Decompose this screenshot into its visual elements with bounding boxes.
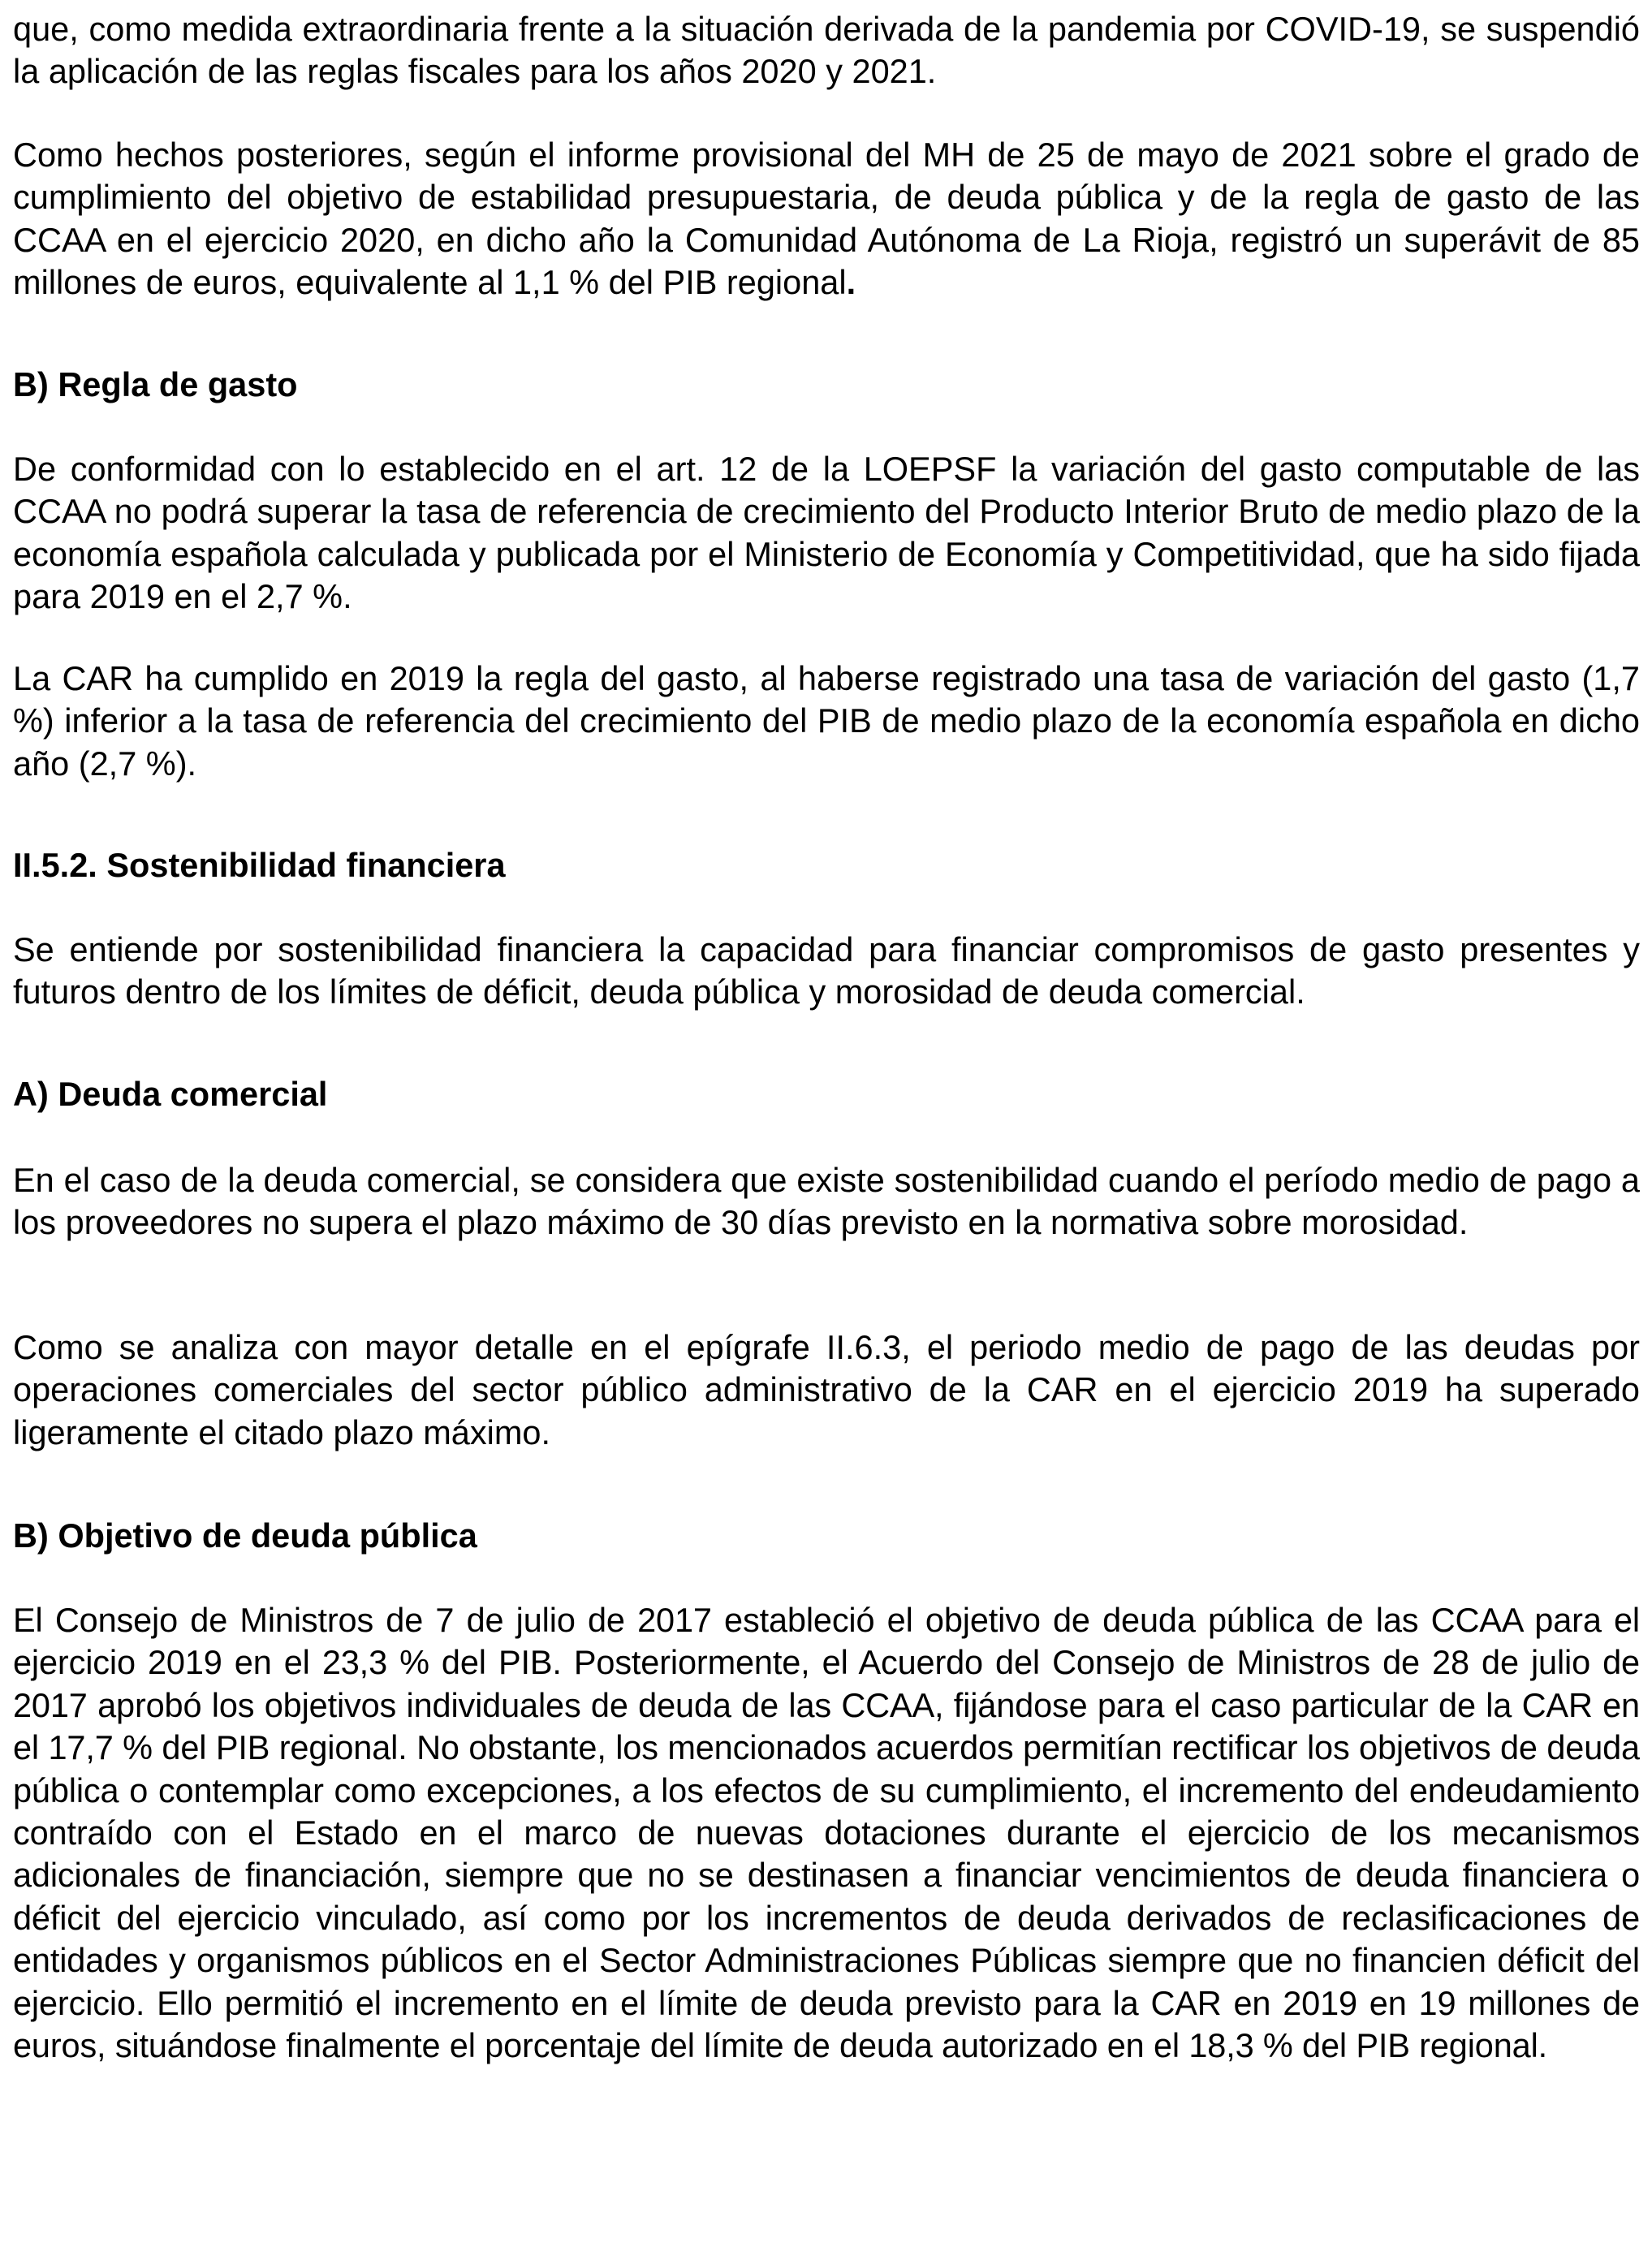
heading-sostenibilidad-financiera: II.5.2. Sostenibilidad financiera <box>13 846 506 884</box>
heading-regla-de-gasto: B) Regla de gasto <box>13 365 298 403</box>
paragraph-covid-suspension: que, como medida extraordinaria frente a la situación derivada de la pandemia por COVID-19, se suspendió la aplicación de las reglas fiscales para los años 2020 y 2021. <box>13 10 1640 91</box>
paragraph-periodo-medio-pago: Como se analiza con mayor detalle en el epígrafe II.6.3, el periodo medio de pago de las deudas por operaciones comerciales del sector público administrativo de la CAR en el ejercicio 2019 ha superado ligeramente el citado plazo máximo. <box>13 1328 1640 1451</box>
paragraph-consejo-ministros: El Consejo de Ministros de 7 de julio de 2017 estableció el objetivo de deuda pública de las CCAA para el ejercicio 2019 en el 23,3 % del PIB. Posteriormente, el Acuerdo del Consejo de Ministros de 28 de julio de 2017 aprobó los objetivos individuales de deuda de las CCAA, fijándose para el caso particular de la CAR en el 17,7 % del PIB regional. No obstante, los mencionados acuerdos permitían rectificar los objetivos de deuda pública o contemplar como excepciones, a los efectos de su cumplimiento, el incremento del endeudamiento contraído con el Estado en el marco de nuevas dotaciones durante el ejercicio de los mecanismos adicionales de financiación, siempre que no se destinasen a financiar vencimientos de deuda financiera o déficit del ejercicio vinculado, así como por los incrementos de deuda derivados de reclasificaciones de entidades y organismos públicos en el Sector Administraciones Públicas siempre que no financien déficit del ejercicio. Ello permitió el incremento en el límite de deuda previsto para la CAR en 2019 en 19 millones de euros, situándose finalmente el porcentaje del límite de deuda autorizado en el 18,3 % del PIB regional. <box>13 1601 1640 2065</box>
paragraph-car-cumplido: La CAR ha cumplido en 2019 la regla del gasto, al haberse registrado una tasa de variación del gasto (1,7 %) inferior a la tasa de referencia del crecimiento del PIB de medio plazo de la economía española en dicho año (2,7 %). <box>13 659 1640 783</box>
heading-deuda-comercial: A) Deuda comercial <box>13 1075 328 1113</box>
paragraph-sostenibilidad-definicion: Se entiende por sostenibilidad financiera la capacidad para financiar compromisos de gasto presentes y futuros dentro de los límites de déficit, deuda pública y morosidad de deuda comercial. <box>13 930 1640 1011</box>
paragraph-loepsf: De conformidad con lo establecido en el art. 12 de la LOEPSF la variación del gasto computable de las CCAA no podrá superar la tasa de referencia de crecimiento del Producto Interior Bruto de medio plazo de la economía española calculada y publicada por el Ministerio de Economía y Competitividad, que ha sido fijada para 2019 en el 2,7 %. <box>13 450 1640 616</box>
paragraph-hechos-posteriores <box>13 134 1640 304</box>
paragraph-hechos-posteriores-text: Como hechos posteriores, según el informe provisional del MH de 25 de mayo de 2021 sobre el grado de cumplimiento del objetivo de estabilidad presupuestaria, de deuda pública y de la regla de gasto de las CCAA en el ejercicio 2020, en dicho año la Comunidad Autónoma de La Rioja, registró un superávit de 85 millones de euros, equivalente al 1,1 % del PIB regional <box>13 136 1640 302</box>
paragraph-trailing-bold-period: . <box>846 263 856 302</box>
heading-objetivo-deuda-publica: B) Objetivo de deuda pública <box>13 1516 477 1555</box>
paragraph-deuda-comercial: En el caso de la deuda comercial, se considera que existe sostenibilidad cuando el período medio de pago a los proveedores no supera el plazo máximo de 30 días previsto en la normativa sobre morosidad. <box>13 1161 1640 1242</box>
